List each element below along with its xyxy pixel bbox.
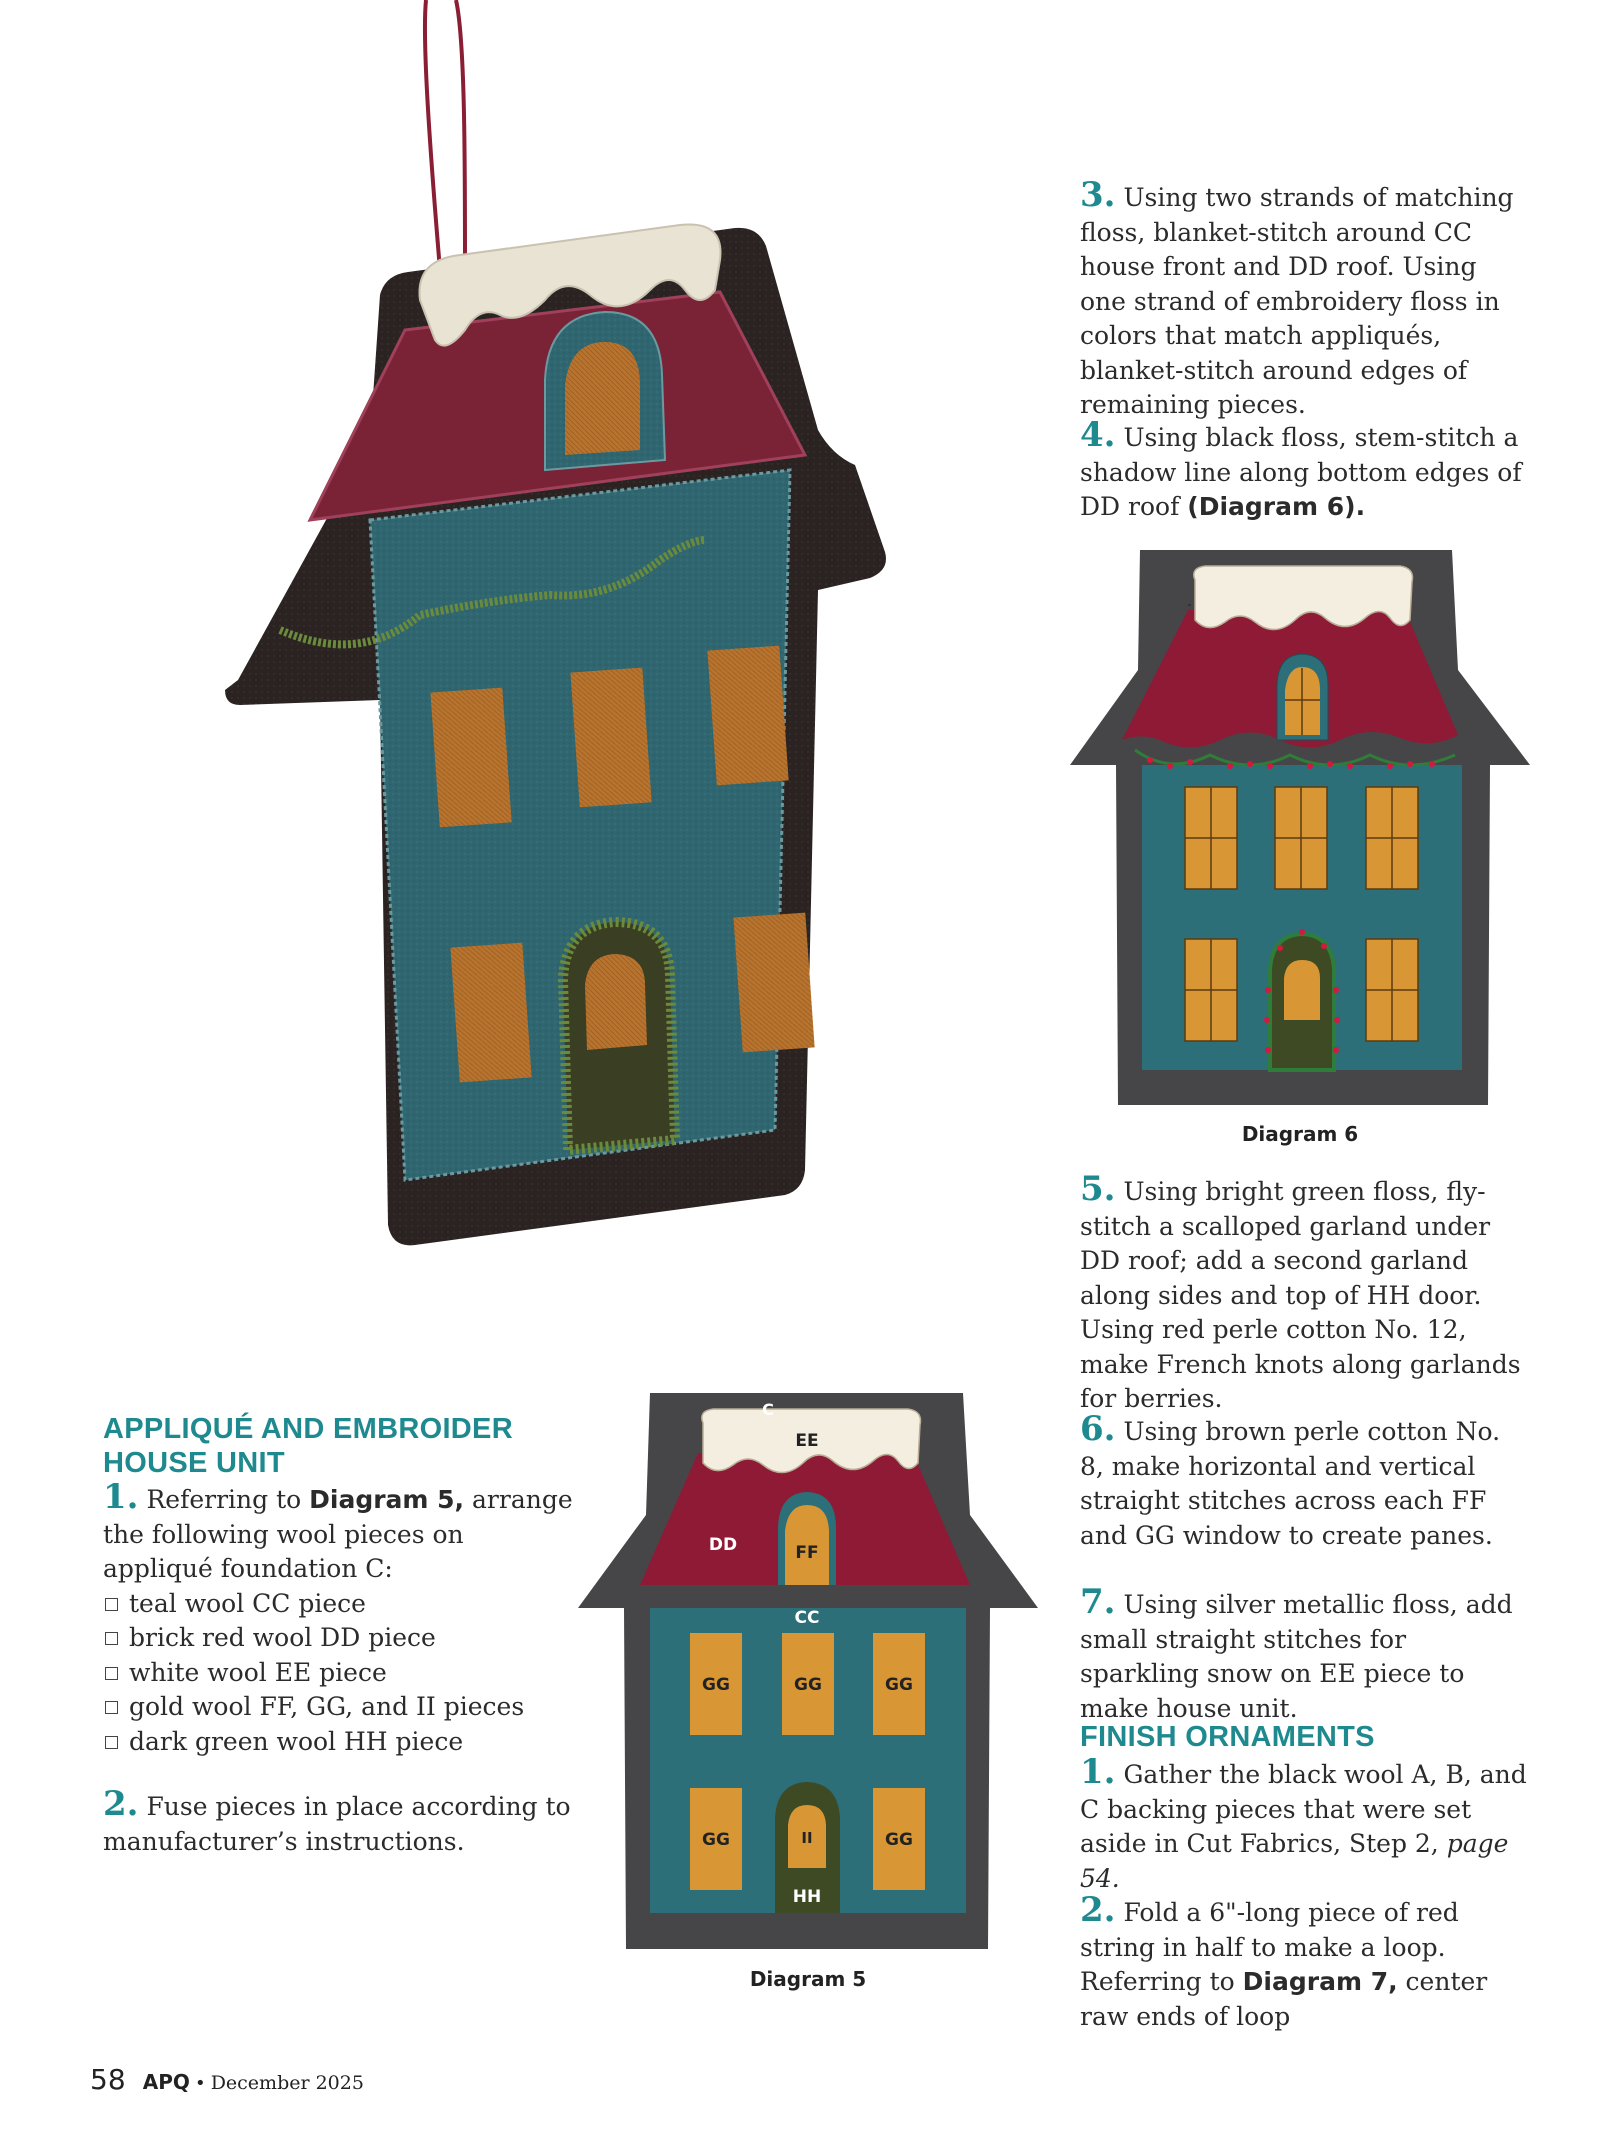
step-text-cont: arrange the following wool pieces on appliqué foundation C: bbox=[103, 1485, 573, 1583]
step-number: 2. bbox=[103, 1784, 139, 1824]
step-7 bbox=[1080, 1582, 1530, 1726]
diagram-6 bbox=[1070, 550, 1530, 1110]
checklist-item: white wool EE piece bbox=[103, 1656, 573, 1691]
page-number: 58 bbox=[90, 2063, 126, 2096]
label-gg: GG bbox=[794, 1675, 822, 1695]
label-dd: DD bbox=[708, 1535, 738, 1555]
label-ii: II bbox=[801, 1829, 813, 1847]
page-footer bbox=[90, 2063, 364, 2096]
applique-step-2 bbox=[103, 1784, 573, 1859]
issue-date: December 2025 bbox=[210, 2072, 364, 2094]
step-text: Fuse pieces in place according to manufacturer’s instructions. bbox=[103, 1792, 571, 1856]
checklist-item: gold wool FF, GG, and II pieces bbox=[103, 1690, 573, 1725]
diagram-reference: (Diagram 6). bbox=[1187, 492, 1366, 521]
step-number: 1. bbox=[103, 1477, 139, 1517]
checkbox-icon bbox=[105, 1632, 118, 1645]
step-text: Fold a 6"-long piece of red string in half to make a loop. Referring to bbox=[1080, 1898, 1459, 1996]
heading-line-1: APPLIQUÉ AND EMBROIDER bbox=[103, 1413, 513, 1445]
diagram-5 bbox=[578, 1393, 1038, 1953]
wool-piece-checklist bbox=[103, 1587, 573, 1760]
ornament-photo bbox=[130, 0, 930, 1260]
step-number: 6. bbox=[1080, 1409, 1116, 1449]
label-gg: GG bbox=[885, 1830, 913, 1850]
step-text: Using brown perle cotton No. 8, make horizontal and vertical straight stitches across each FF and GG window to create panes. bbox=[1080, 1417, 1501, 1550]
step-3 bbox=[1080, 175, 1530, 423]
checkbox-icon bbox=[105, 1598, 118, 1611]
label-ff: FF bbox=[795, 1543, 819, 1563]
checklist-item: teal wool CC piece bbox=[103, 1587, 573, 1622]
hanging-string bbox=[425, 0, 465, 270]
finish-heading: FINISH ORNAMENTS bbox=[1080, 1721, 1375, 1753]
applique-step-1 bbox=[103, 1477, 573, 1759]
step-text-cont: center raw ends of loop bbox=[1080, 1967, 1488, 2031]
checklist-item: brick red wool DD piece bbox=[103, 1621, 573, 1656]
label-ee: EE bbox=[795, 1431, 819, 1451]
finish-step-1 bbox=[1080, 1752, 1530, 1896]
label-gg: GG bbox=[885, 1675, 913, 1695]
step-text: Gather the black wool A, B, and C backing pieces that were set aside in Cut Fabrics, Step 2, bbox=[1080, 1760, 1527, 1858]
applique-heading bbox=[103, 1412, 583, 1480]
step-text: Using black floss, stem-stitch a shadow line along bottom edges of DD roof bbox=[1080, 423, 1522, 521]
heading-line-2: HOUSE UNIT bbox=[103, 1447, 285, 1479]
diagram-reference: Diagram 7, bbox=[1242, 1967, 1398, 1996]
step-number: 5. bbox=[1080, 1169, 1116, 1209]
step-5 bbox=[1080, 1169, 1530, 1417]
checkbox-icon bbox=[105, 1701, 118, 1714]
magazine-name: APQ bbox=[142, 2070, 190, 2094]
step-text: Using two strands of matching floss, blanket-stitch around CC house front and DD roof. Using one strand of embroidery floss in colors that match appliqués, blanket-stitch around edges of remaining pieces. bbox=[1080, 183, 1514, 419]
diagram-reference: Diagram 5, bbox=[309, 1485, 465, 1514]
step-text: Using silver metallic floss, add small straight stitches for sparkling snow on EE piece to make house unit. bbox=[1080, 1590, 1513, 1723]
label-gg: GG bbox=[702, 1830, 730, 1850]
step-number: 2. bbox=[1080, 1890, 1116, 1930]
step-number: 1. bbox=[1080, 1752, 1116, 1792]
checkbox-icon bbox=[105, 1667, 118, 1680]
step-number: 4. bbox=[1080, 415, 1116, 455]
page-reference: page 54. bbox=[1080, 1829, 1509, 1893]
label-gg: GG bbox=[702, 1675, 730, 1695]
step-text: Referring to bbox=[146, 1485, 310, 1514]
step-text: Using bright green floss, fly-stitch a scalloped garland under DD roof; add a second garland along sides and top of HH door. Using red perle cotton No. 12, make French knots along garlands for berries. bbox=[1080, 1177, 1521, 1413]
diagram-5-caption: Diagram 5 bbox=[749, 1967, 867, 1991]
label-hh: HH bbox=[792, 1887, 822, 1907]
step-6 bbox=[1080, 1409, 1530, 1553]
diagram-6-caption: Diagram 6 bbox=[1241, 1122, 1359, 1146]
step-number: 3. bbox=[1080, 175, 1116, 215]
checkbox-icon bbox=[105, 1736, 118, 1749]
checklist-item: dark green wool HH piece bbox=[103, 1725, 573, 1760]
label-cc: CC bbox=[794, 1608, 820, 1628]
finish-step-2 bbox=[1080, 1890, 1530, 2034]
bullet-separator: • bbox=[194, 2073, 206, 2094]
step-number: 7. bbox=[1080, 1582, 1116, 1622]
step-4 bbox=[1080, 415, 1530, 525]
label-c: C bbox=[762, 1400, 774, 1419]
